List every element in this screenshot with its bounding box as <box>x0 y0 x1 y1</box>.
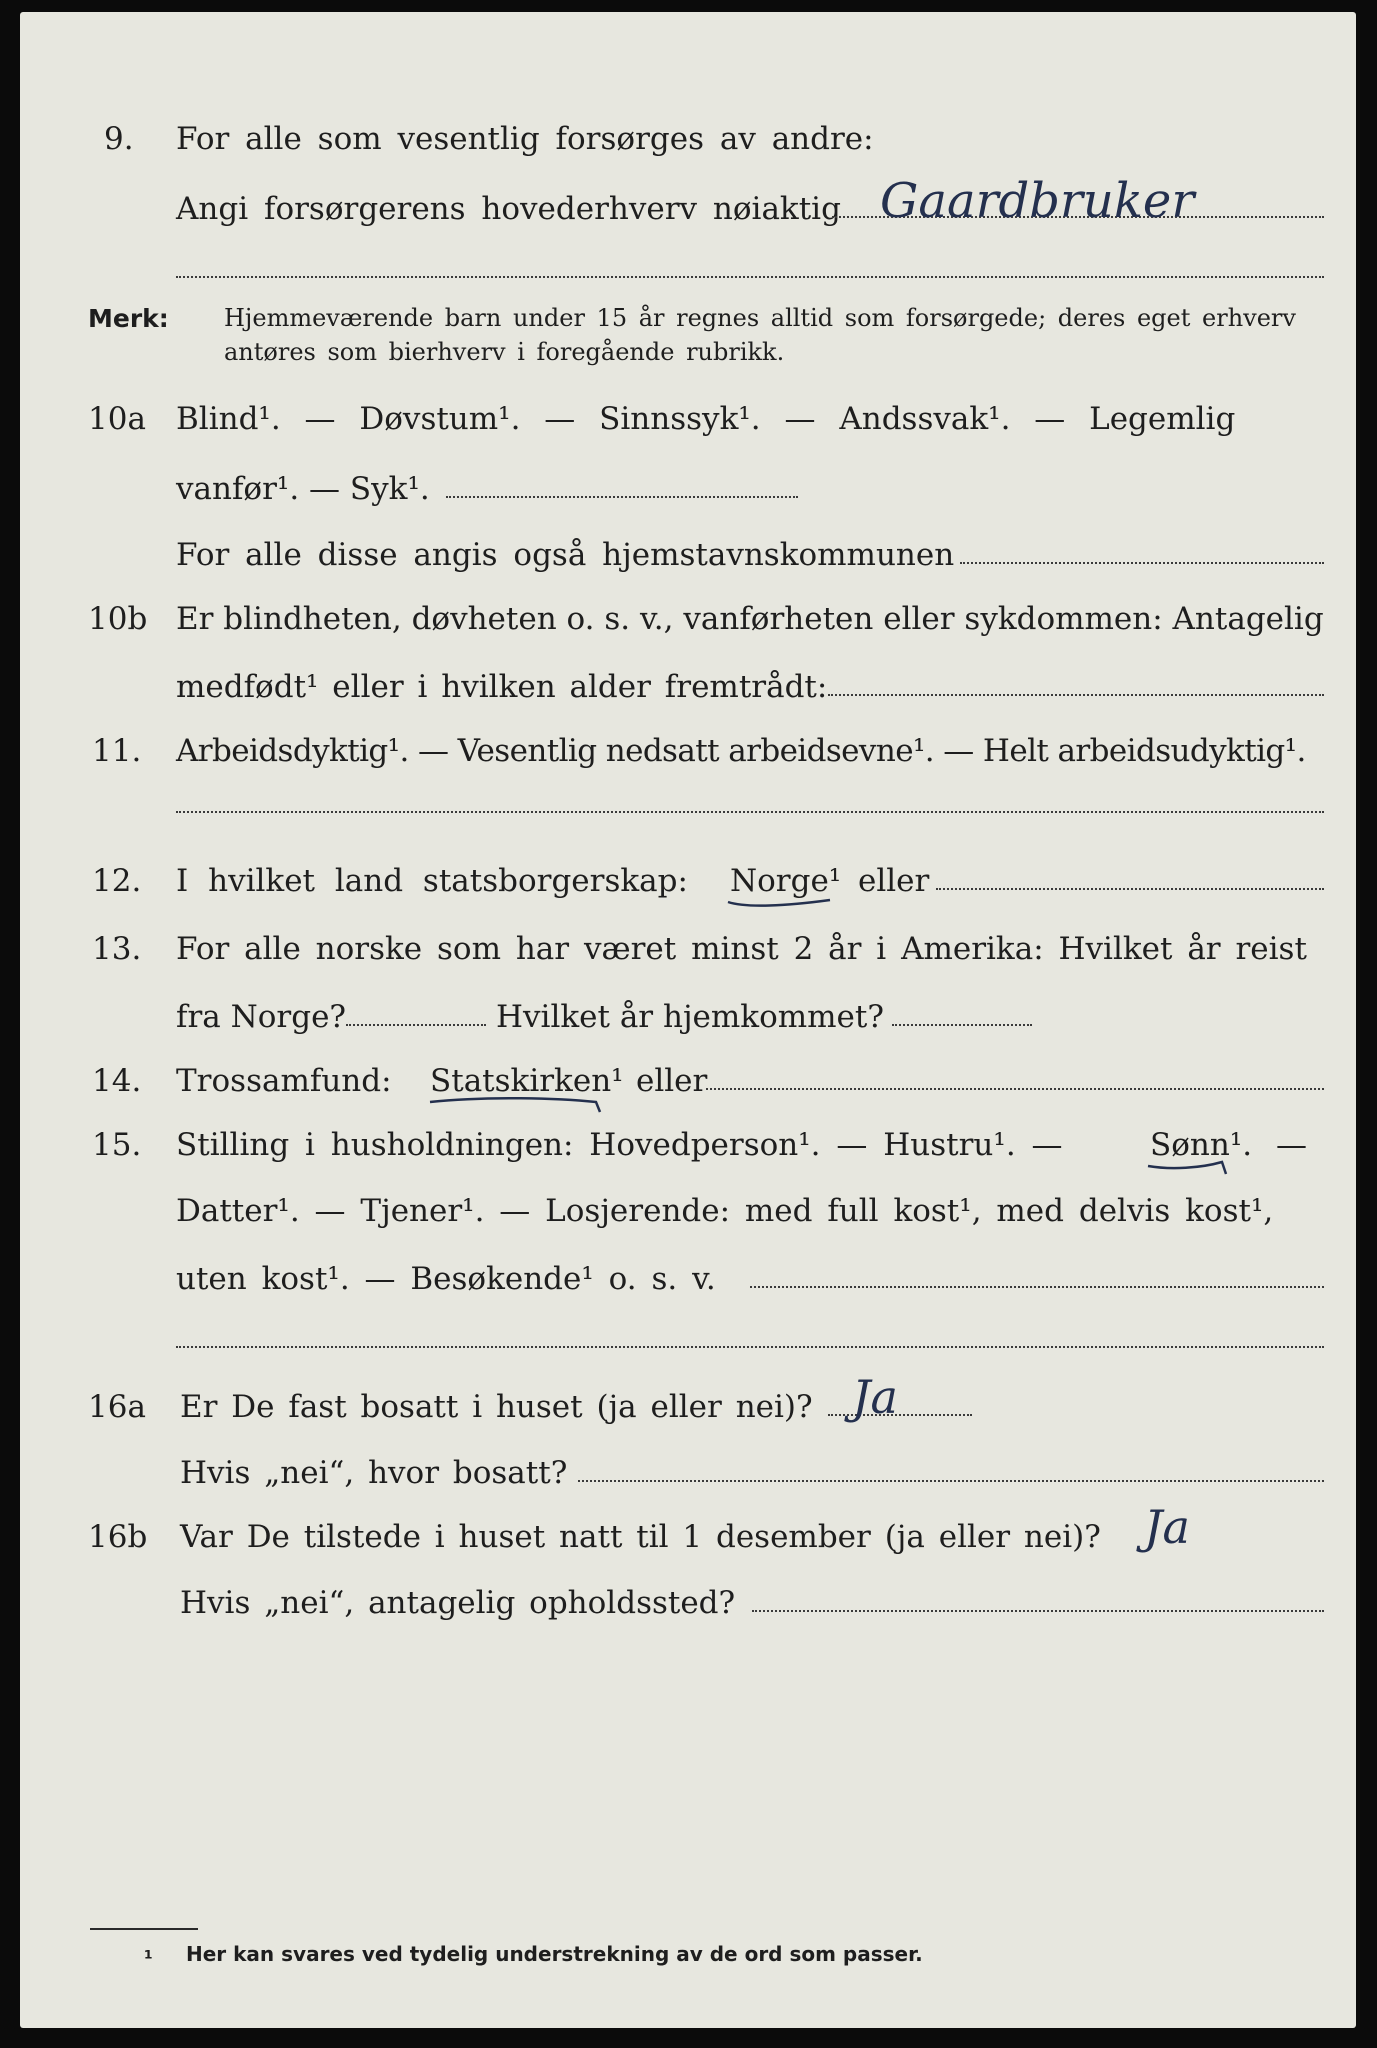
q15-text-line1-a: Stilling i husholdningen: Hovedperson¹. — Hustru¹. — <box>176 1127 1063 1163</box>
q9-text-line2: Angi forsørgerens hovederhverv nøiaktig <box>176 191 841 227</box>
q16a-text-line2: Hvis „nei“, hvor bosatt? <box>180 1455 568 1491</box>
q16b-number: 16b <box>88 1519 148 1555</box>
q13-text-line2-a: fra Norge? <box>176 999 347 1035</box>
q10b-number: 10b <box>88 601 148 637</box>
q10a-text-line2: vanfør¹. — Syk¹. <box>176 471 430 507</box>
q12-option-norge: Norge¹ <box>730 863 842 899</box>
q13-reist-answer-line <box>346 1024 486 1026</box>
q10a-text-line1: Blind¹. — Døvstum¹. — Sinnssyk¹. — Andssvak¹. — Legemlig <box>176 401 1236 437</box>
q14-text-a: Trossamfund: <box>176 1063 392 1099</box>
q10b-text-line1: Er blindheten, døvheten o. s. v., vanførheten eller sykdommen: Antagelig <box>176 601 1324 637</box>
q12-text-a: I hvilket land statsborgerskap: <box>176 863 688 899</box>
q9-extra-line <box>176 276 1324 278</box>
q15-text-line3: uten kost¹. — Besøkende¹ o. s. v. <box>176 1261 716 1297</box>
q15-text-line1-c: — <box>1276 1127 1307 1163</box>
q12-number: 12. <box>92 863 142 899</box>
q15-sonn-underline <box>1146 1158 1236 1182</box>
q12-norge-underline <box>726 894 836 914</box>
q14-text-c: eller <box>636 1063 708 1099</box>
q10b-text-line2: medfødt¹ eller i hvilken alder fremtrådt: <box>176 669 828 705</box>
q14-option-statskirken: Statskirken¹ <box>430 1063 624 1099</box>
q16a-text-line1: Er De fast bosatt i huset (ja eller nei)? <box>180 1389 813 1425</box>
q10a-answer-line <box>446 496 798 498</box>
q15-option-sonn: Sønn¹. <box>1150 1127 1253 1163</box>
q12-answer-line <box>936 888 1324 890</box>
q16b-text-line1: Var De tilstede i huset natt til 1 desember (ja eller nei)? <box>180 1519 1101 1555</box>
q15-extra-line <box>176 1346 1324 1348</box>
q13-number: 13. <box>92 931 142 967</box>
q9-text-line1: For alle som vesentlig forsørges av andre: <box>176 121 874 157</box>
q16a-number: 16a <box>88 1389 146 1425</box>
q16b-opholdssted-answer-line <box>752 1610 1324 1612</box>
q16b-text-line2: Hvis „nei“, antagelig opholdssted? <box>180 1585 736 1621</box>
q10a-number: 10a <box>88 401 146 437</box>
q9-handwritten-answer: Gaardbruker <box>880 173 1195 229</box>
q15-number: 15. <box>92 1127 142 1163</box>
q13-text-line2-b: Hvilket år hjemkommet? <box>496 999 884 1035</box>
q16a-bosatt-answer-line <box>578 1480 1324 1482</box>
q9-number: 9. <box>104 121 134 157</box>
footnote-separator <box>90 1928 198 1930</box>
q16b-handwritten-answer: Ja <box>1144 1500 1190 1554</box>
q11-text-line1: Arbeidsdyktig¹. — Vesentlig nedsatt arbeidsevne¹. — Helt arbeidsudyktig¹. <box>176 733 1306 769</box>
footnote-mark: ¹ <box>144 1946 153 1970</box>
footnote-text: Her kan svares ved tydelig understrekning av de ord som passer. <box>186 1942 923 1966</box>
q16a-answer-line <box>828 1414 972 1416</box>
q10b-answer-line <box>828 694 1324 696</box>
q13-hjemkommet-answer-line <box>892 1024 1032 1026</box>
q12-text-c: eller <box>858 863 930 899</box>
merk-label: Merk: <box>88 304 169 333</box>
q14-number: 14. <box>92 1063 142 1099</box>
q15-text-line2: Datter¹. — Tjener¹. — Losjerende: med full kost¹, med delvis kost¹, <box>176 1193 1274 1229</box>
q11-answer-line <box>176 811 1324 813</box>
merk-text-line1: Hjemmeværende barn under 15 år regnes alltid som forsørgede; deres eget erhverv <box>224 304 1296 332</box>
census-form-page <box>20 12 1356 2028</box>
q13-text-line1: For alle norske som har været minst 2 år i Amerika: Hvilket år reist <box>176 931 1307 967</box>
q16a-handwritten-answer: Ja <box>852 1370 898 1424</box>
q14-answer-line <box>706 1088 1324 1090</box>
merk-text-line2: antøres som bierhverv i foregående rubrikk. <box>224 338 785 366</box>
q15-answer-line <box>750 1286 1324 1288</box>
q10a-hjemstavn-line <box>960 562 1324 564</box>
q14-statskirken-underline <box>428 1094 614 1118</box>
q10a-text-line3: For alle disse angis også hjemstavnskommunen <box>176 537 955 573</box>
q11-number: 11. <box>92 733 142 769</box>
